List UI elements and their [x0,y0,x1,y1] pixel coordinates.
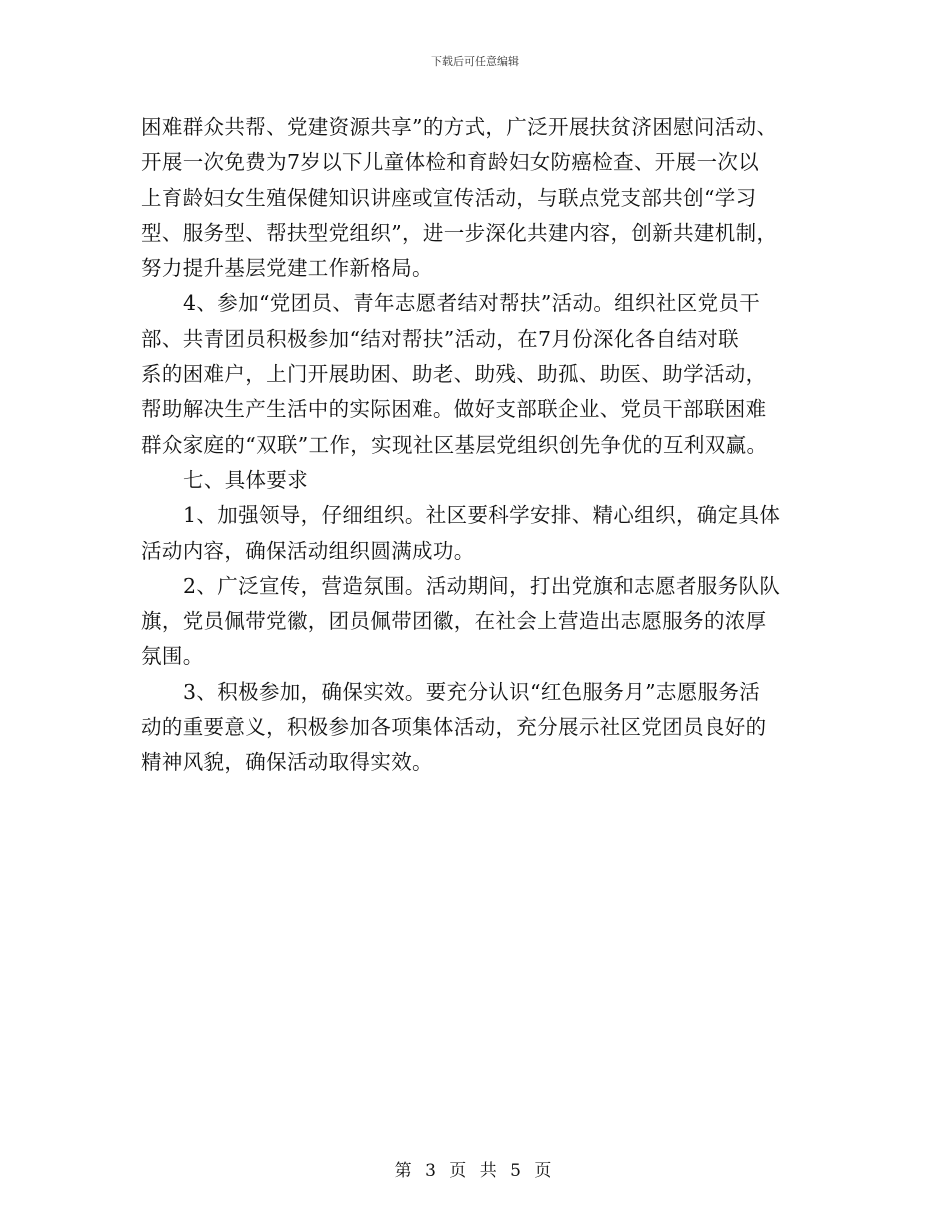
paragraph [141,286,809,462]
text-line: 开展一次免费为7岁以下儿童体检和育龄妇女防癌检查、开展一次以 [141,150,760,175]
text-line: 七、具体要求 [183,467,309,492]
text-line: 3、积极参加，确保实效。要充分认识“红色服务月”志愿服务活 [183,679,761,704]
text-line: 上育龄妇女生殖保健知识讲座或宣传活动，与联点党支部共创“学习 [141,185,757,210]
text-line: 4、参加“党团员、青年志愿者结对帮扶”活动。组织社区党员干 [183,291,761,316]
paragraph [141,110,809,286]
text-line: 精神风貌，确保活动取得实效。 [141,750,433,775]
text-line: 系的困难户，上门开展助困、助老、助残、助孤、助医、助学活动， [141,362,767,387]
text-line: 活动内容，确保活动组织圆满成功。 [141,538,475,563]
text-line: 努力提升基层党建工作新格局。 [141,256,433,281]
paragraph [141,498,809,569]
page-number-footer: 第 3 页 共 5 页 [394,1161,556,1181]
text-line: 群众家庭的“双联”工作，实现社区基层党组织创先争优的互利双赢。 [141,432,768,457]
paragraph [141,569,809,675]
text-line: 帮助解决生产生活中的实际困难。做好支部联企业、党员干部联困难 [141,397,767,422]
text-line: 动的重要意义，积极参加各项集体活动，充分展示社区党团员良好的 [141,715,767,740]
document-body [141,110,809,781]
text-line: 1、加强领导，仔细组织。社区要科学安排、精心组织，确定具体 [183,503,781,528]
paragraph [141,463,809,498]
text-line: 型、服务型、帮扶型党组织”，进一步深化共建内容，创新共建机制， [141,220,778,245]
text-line: 部、共青团员积极参加“结对帮扶”活动，在7月份深化各自结对联 [141,326,740,351]
text-line: 2、广泛宣传，营造氛围。活动期间，打出党旗和志愿者服务队队 [183,573,781,598]
page-header: 下载后可任意编辑 [431,55,519,68]
text-line: 氛围。 [141,644,204,669]
paragraph [141,675,809,781]
text-line: 困难群众共帮、党建资源共享”的方式，广泛开展扶贫济困慰问活动、 [141,115,778,139]
text-line: 旗，党员佩带党徽，团员佩带团徽，在社会上营造出志愿服务的浓厚 [141,609,767,634]
